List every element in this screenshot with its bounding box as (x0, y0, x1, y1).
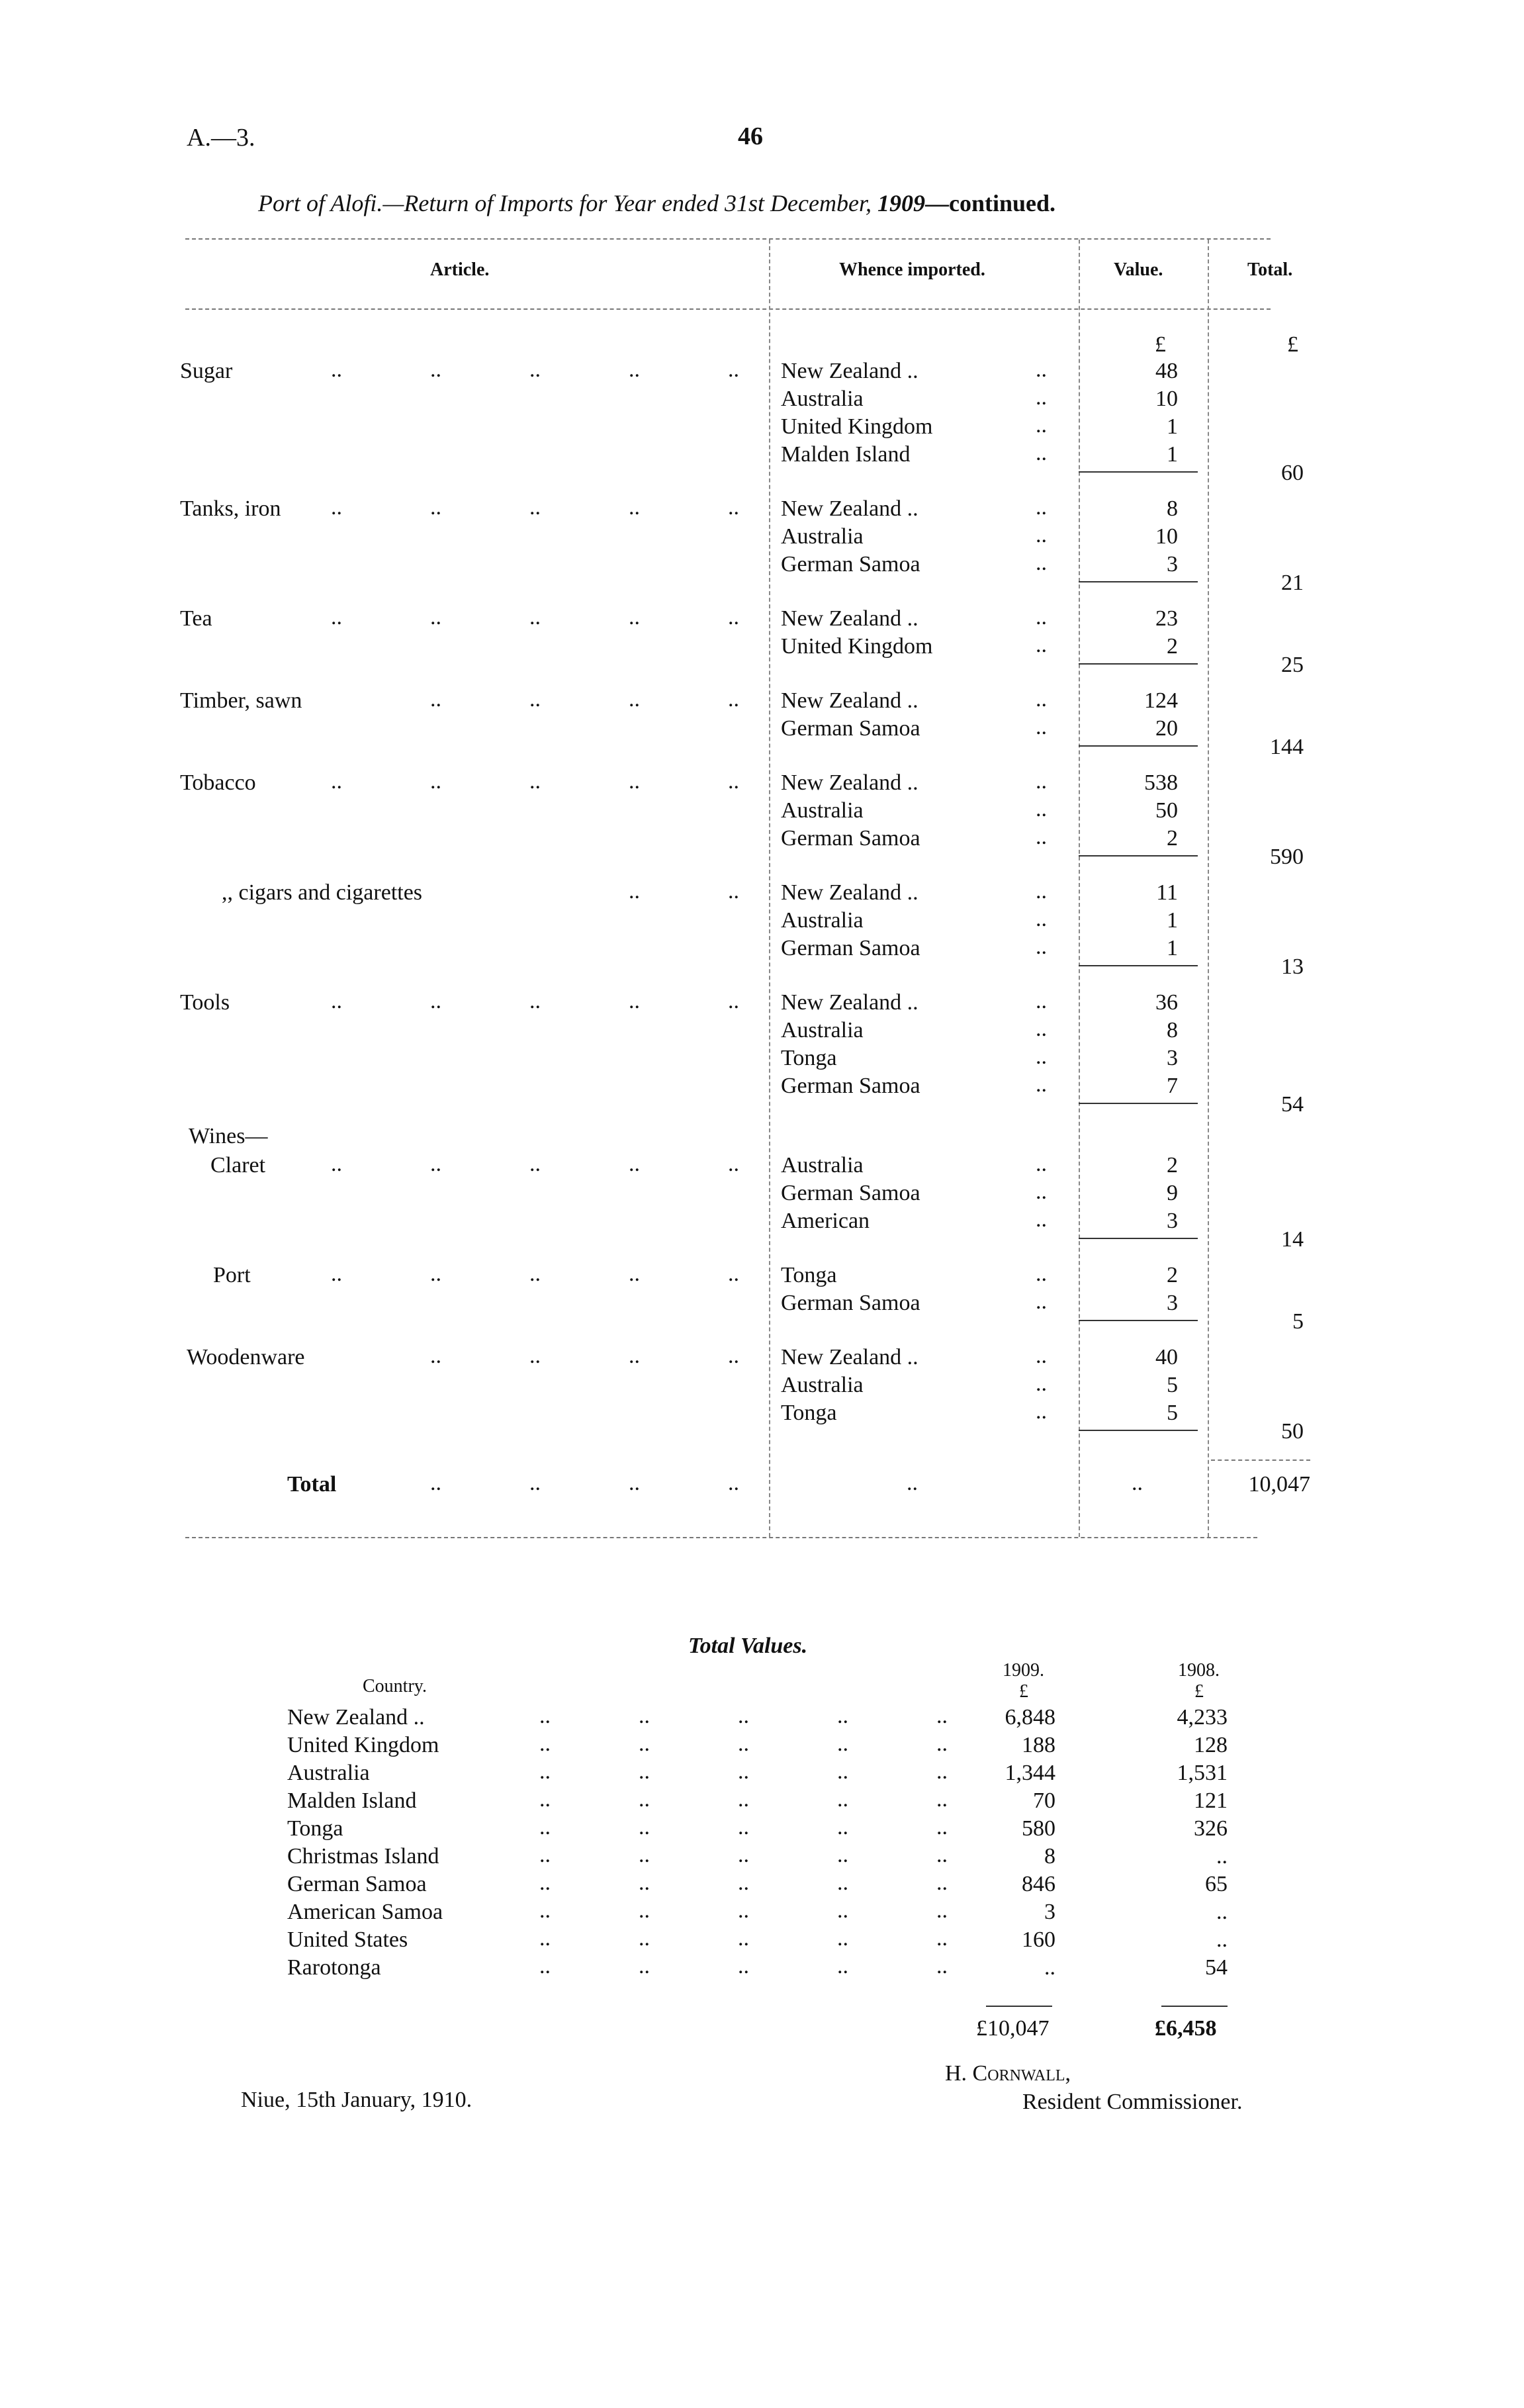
leader-dots: .. (1036, 385, 1047, 410)
value-1908: 4,233 (1177, 1705, 1228, 1730)
leader-dots: .. (837, 1704, 848, 1728)
value-1909: 188 (1022, 1733, 1055, 1757)
leader-dots: .. (728, 1262, 739, 1286)
leader-dots: .. (1036, 715, 1047, 739)
whence-imported: Australia (781, 1373, 864, 1397)
column-header-whence: Whence imported. (839, 259, 985, 280)
country-name: American Samoa (287, 1900, 443, 1924)
whence-imported: Tonga (781, 1263, 837, 1287)
leader-dots: .. (1036, 1399, 1047, 1424)
leader-dots: .. (728, 495, 739, 520)
leader-dots: .. (639, 1815, 650, 1839)
leader-dots: .. (738, 1843, 749, 1867)
value-cell: 1 (1167, 442, 1178, 467)
title-text: Port of Alofi.—Return of Imports for Year ended 31st December, (258, 190, 872, 216)
whence-imported: German Samoa (781, 1291, 920, 1315)
whence-imported: New Zealand .. (781, 359, 919, 383)
leader-dots: .. (629, 1262, 640, 1286)
leader-dots: .. (1036, 357, 1047, 382)
leader-dots: .. (1036, 907, 1047, 931)
value-cell: 9 (1167, 1181, 1178, 1205)
leader-dots: .. (936, 1871, 948, 1895)
leader-dots: .. (1036, 879, 1047, 903)
unit-1908: £ (1194, 1681, 1204, 1702)
subtotal-rule (1079, 1238, 1198, 1239)
grand-total-label: Total (287, 1472, 337, 1497)
country-name: German Samoa (287, 1872, 427, 1896)
leader-dots: .. (738, 1954, 749, 1978)
value-1908: 1,531 (1177, 1761, 1228, 1785)
whence-imported: United Kingdom (781, 414, 933, 439)
country-header: Country. (363, 1676, 427, 1696)
whence-imported: German Samoa (781, 826, 920, 851)
leader-dots: .. (529, 769, 541, 794)
leader-dots: .. (430, 1344, 441, 1368)
leader-dots: .. (1132, 1471, 1143, 1495)
value-1908: 128 (1194, 1733, 1228, 1757)
leader-dots: .. (837, 1843, 848, 1867)
article-name: Tobacco (180, 770, 256, 795)
leader-dots: .. (837, 1898, 848, 1923)
leader-dots: .. (529, 357, 541, 382)
leader-dots: .. (331, 357, 342, 382)
country-name: Malden Island (287, 1788, 417, 1813)
leader-dots: .. (529, 605, 541, 629)
leader-dots: .. (1036, 551, 1047, 575)
leader-dots: .. (1036, 523, 1047, 547)
leader-dots: .. (539, 1732, 551, 1756)
value-cell: 1 (1167, 908, 1178, 933)
leader-dots: .. (529, 1262, 541, 1286)
grand-total-value: 10,047 (1248, 1472, 1310, 1497)
leader-dots: .. (629, 687, 640, 712)
value-cell: 3 (1167, 1209, 1178, 1233)
article-name: ,, cigars and cigarettes (222, 880, 423, 905)
leader-dots: .. (837, 1871, 848, 1895)
article-name: Claret (210, 1153, 266, 1178)
leader-dots: .. (539, 1871, 551, 1895)
article-heading: Wines— (189, 1124, 268, 1148)
whence-imported: German Samoa (781, 716, 920, 741)
leader-dots: .. (629, 769, 640, 794)
whence-imported: Malden Island (781, 442, 911, 467)
leader-dots: .. (738, 1898, 749, 1923)
leader-dots: .. (728, 605, 739, 629)
group-total: 13 (1281, 954, 1304, 979)
leader-dots: .. (639, 1787, 650, 1812)
leader-dots: .. (738, 1704, 749, 1728)
leader-dots: .. (331, 495, 342, 520)
sum-rule-1909 (986, 2006, 1052, 2007)
leader-dots: .. (738, 1759, 749, 1784)
value-cell: 5 (1167, 1373, 1178, 1397)
leader-dots: .. (430, 989, 441, 1013)
country-name: Tonga (287, 1816, 343, 1841)
value-cell: 2 (1167, 634, 1178, 659)
subtotal-rule (1079, 581, 1198, 582)
leader-dots: .. (639, 1926, 650, 1951)
value-1908: 326 (1194, 1816, 1228, 1841)
leader-dots: .. (639, 1704, 650, 1728)
group-total: 60 (1281, 461, 1304, 485)
whence-imported: American (781, 1209, 870, 1233)
value-cell: 5 (1167, 1401, 1178, 1425)
value-1909: .. (1044, 1955, 1055, 1980)
leader-dots: .. (529, 989, 541, 1013)
value-1908: 121 (1194, 1788, 1228, 1813)
leader-dots: .. (728, 1344, 739, 1368)
value-1908: 65 (1205, 1872, 1228, 1896)
leader-dots: .. (430, 605, 441, 629)
whence-imported: New Zealand .. (781, 1345, 919, 1369)
leader-dots: .. (529, 687, 541, 712)
whence-imported: New Zealand .. (781, 880, 919, 905)
leader-dots: .. (936, 1954, 948, 1978)
country-name: Rarotonga (287, 1955, 381, 1980)
leader-dots: .. (728, 1471, 739, 1495)
leader-dots: .. (1036, 1180, 1047, 1204)
article-name: Timber, sawn (180, 688, 302, 713)
leader-dots: .. (728, 879, 739, 903)
whence-imported: New Zealand .. (781, 688, 919, 713)
leader-dots: .. (1036, 797, 1047, 821)
group-total: 144 (1270, 735, 1304, 759)
leader-dots: .. (639, 1898, 650, 1923)
leader-dots: .. (629, 1471, 640, 1495)
article-name: Woodenware (187, 1345, 305, 1369)
whence-imported: Australia (781, 908, 864, 933)
leader-dots: .. (539, 1926, 551, 1951)
year-1908-header: 1908. (1178, 1660, 1220, 1681)
leader-dots: .. (430, 687, 441, 712)
leader-dots: .. (837, 1759, 848, 1784)
value-cell: 124 (1144, 688, 1178, 713)
leader-dots: .. (936, 1732, 948, 1756)
whence-imported: New Zealand .. (781, 990, 919, 1015)
leader-dots: .. (331, 1152, 342, 1176)
sum-rule-1908 (1161, 2006, 1228, 2007)
leader-dots: .. (1036, 633, 1047, 657)
value-cell: 1 (1167, 936, 1178, 960)
value-cell: 8 (1167, 1018, 1178, 1042)
value-cell: 8 (1167, 496, 1178, 521)
country-name: Australia (287, 1761, 370, 1785)
whence-imported: German Samoa (781, 1074, 920, 1098)
leader-dots: .. (936, 1787, 948, 1812)
leader-dots: .. (907, 1471, 918, 1495)
leader-dots: .. (539, 1759, 551, 1784)
header-bottom-rule (185, 308, 1271, 310)
leader-dots: .. (1036, 441, 1047, 465)
value-cell: 48 (1155, 359, 1178, 383)
country-name: New Zealand .. (287, 1705, 425, 1730)
leader-dots: .. (738, 1732, 749, 1756)
article-name: Port (213, 1263, 251, 1287)
leader-dots: .. (629, 1152, 640, 1176)
value-1909: 846 (1022, 1872, 1055, 1896)
leader-dots: .. (936, 1898, 948, 1923)
value-unit: £ (1155, 332, 1166, 357)
whence-imported: Australia (781, 1153, 864, 1178)
value-cell: 3 (1167, 552, 1178, 577)
total-unit: £ (1287, 332, 1298, 357)
value-1908: .. (1216, 1927, 1228, 1952)
value-1909: 3 (1044, 1900, 1055, 1924)
leader-dots: .. (639, 1954, 650, 1978)
leader-dots: .. (936, 1843, 948, 1867)
header-top-rule (185, 238, 1271, 240)
leader-dots: .. (837, 1732, 848, 1756)
article-name: Tanks, iron (180, 496, 281, 521)
subtotal-rule (1079, 745, 1198, 747)
value-cell: 2 (1167, 1263, 1178, 1287)
leader-dots: .. (837, 1926, 848, 1951)
value-cell: 7 (1167, 1074, 1178, 1098)
value-cell: 1 (1167, 414, 1178, 439)
signatory-role: Resident Commissioner. (1022, 2090, 1243, 2114)
leader-dots: .. (629, 1344, 640, 1368)
leader-dots: .. (539, 1787, 551, 1812)
title-continued: —continued. (924, 190, 1056, 216)
place-date: Niue, 15th January, 1910. (241, 2088, 472, 2112)
leader-dots: .. (728, 1152, 739, 1176)
value-cell: 2 (1167, 826, 1178, 851)
leader-dots: .. (738, 1871, 749, 1895)
whence-imported: Tonga (781, 1046, 837, 1070)
total-values-title: Total Values. (688, 1634, 808, 1658)
leader-dots: .. (1036, 605, 1047, 629)
leader-dots: .. (936, 1759, 948, 1784)
leader-dots: .. (1036, 1017, 1047, 1041)
leader-dots: .. (639, 1843, 650, 1867)
value-cell: 20 (1155, 716, 1178, 741)
value-cell: 50 (1155, 798, 1178, 823)
leader-dots: .. (539, 1843, 551, 1867)
leader-dots: .. (837, 1954, 848, 1978)
leader-dots: .. (430, 1152, 441, 1176)
leader-dots: .. (639, 1732, 650, 1756)
leader-dots: .. (728, 687, 739, 712)
value-1909: 8 (1044, 1844, 1055, 1869)
subtotal-rule (1079, 1320, 1198, 1321)
column-header-value: Value. (1114, 259, 1163, 280)
column-header-article: Article. (430, 259, 490, 280)
leader-dots: .. (1036, 1344, 1047, 1368)
leader-dots: .. (1036, 1044, 1047, 1069)
leader-dots: .. (738, 1787, 749, 1812)
leader-dots: .. (728, 769, 739, 794)
leader-dots: .. (837, 1815, 848, 1839)
leader-dots: .. (629, 989, 640, 1013)
column-divider (1208, 240, 1209, 1537)
leader-dots: .. (539, 1898, 551, 1923)
country-name: Christmas Island (287, 1844, 439, 1869)
whence-imported: Australia (781, 387, 864, 411)
leader-dots: .. (1036, 413, 1047, 438)
leader-dots: .. (629, 495, 640, 520)
whence-imported: New Zealand .. (781, 496, 919, 521)
value-1908: 54 (1205, 1955, 1228, 1980)
leader-dots: .. (1036, 935, 1047, 959)
subtotal-rule (1079, 1430, 1198, 1431)
leader-dots: .. (430, 1262, 441, 1286)
value-1908: .. (1216, 1844, 1228, 1869)
leader-dots: .. (936, 1815, 948, 1839)
subtotal-rule (1079, 1103, 1198, 1104)
subtotal-rule (1079, 855, 1198, 857)
grand-total-rule (1211, 1459, 1310, 1461)
leader-dots: .. (1036, 825, 1047, 849)
value-cell: 2 (1167, 1153, 1178, 1178)
value-cell: 10 (1155, 524, 1178, 549)
leader-dots: .. (1036, 769, 1047, 794)
whence-imported: United Kingdom (781, 634, 933, 659)
leader-dots: .. (629, 605, 640, 629)
subtotal-rule (1079, 471, 1198, 473)
leader-dots: .. (430, 357, 441, 382)
whence-imported: German Samoa (781, 552, 920, 577)
value-cell: 3 (1167, 1046, 1178, 1070)
leader-dots: .. (529, 495, 541, 520)
leader-dots: .. (728, 989, 739, 1013)
value-cell: 11 (1156, 880, 1178, 905)
country-name: United States (287, 1927, 408, 1952)
group-total: 54 (1281, 1092, 1304, 1117)
leader-dots: .. (430, 769, 441, 794)
title-year: 1909 (877, 190, 925, 216)
leader-dots: .. (529, 1471, 541, 1495)
leader-dots: .. (331, 989, 342, 1013)
article-name: Tools (180, 990, 230, 1015)
leader-dots: .. (1036, 1207, 1047, 1232)
whence-imported: New Zealand .. (781, 770, 919, 795)
group-total: 5 (1292, 1309, 1304, 1334)
whence-imported: Tonga (781, 1401, 837, 1425)
group-total: 590 (1270, 845, 1304, 869)
leader-dots: .. (936, 1926, 948, 1951)
value-1909: 160 (1022, 1927, 1055, 1952)
whence-imported: Australia (781, 798, 864, 823)
column-header-total: Total. (1247, 259, 1293, 280)
leader-dots: .. (738, 1926, 749, 1951)
leader-dots: .. (331, 769, 342, 794)
value-cell: 40 (1155, 1345, 1178, 1369)
document-reference: A.—3. (187, 124, 255, 152)
leader-dots: .. (728, 357, 739, 382)
leader-dots: .. (639, 1871, 650, 1895)
leader-dots: .. (639, 1759, 650, 1784)
value-cell: 3 (1167, 1291, 1178, 1315)
leader-dots: .. (529, 1344, 541, 1368)
column-divider (1079, 240, 1080, 1537)
group-total: 50 (1281, 1419, 1304, 1444)
value-cell: 23 (1155, 606, 1178, 631)
value-cell: 36 (1155, 990, 1178, 1015)
whence-imported: German Samoa (781, 936, 920, 960)
leader-dots: .. (539, 1815, 551, 1839)
leader-dots: .. (539, 1954, 551, 1978)
value-1909: 1,344 (1005, 1761, 1055, 1785)
leader-dots: .. (430, 1471, 441, 1495)
leader-dots: .. (629, 879, 640, 903)
value-cell: 538 (1144, 770, 1178, 795)
unit-1909: £ (1019, 1681, 1028, 1702)
leader-dots: .. (539, 1704, 551, 1728)
subtotal-rule (1079, 663, 1198, 665)
whence-imported: Australia (781, 1018, 864, 1042)
whence-imported: German Samoa (781, 1181, 920, 1205)
sum-1908: £6,458 (1155, 2016, 1217, 2041)
column-divider (769, 240, 770, 1537)
leader-dots: .. (1036, 1072, 1047, 1097)
group-total: 14 (1281, 1227, 1304, 1252)
value-1909: 580 (1022, 1816, 1055, 1841)
leader-dots: .. (529, 1152, 541, 1176)
group-total: 25 (1281, 653, 1304, 677)
leader-dots: .. (1036, 1262, 1047, 1286)
subtotal-rule (1079, 965, 1198, 966)
year-1909-header: 1909. (1003, 1660, 1044, 1681)
article-name: Sugar (180, 359, 233, 383)
value-cell: 10 (1155, 387, 1178, 411)
value-1909: 6,848 (1005, 1705, 1055, 1730)
article-name: Tea (180, 606, 212, 631)
leader-dots: .. (1036, 1152, 1047, 1176)
table-bottom-rule (185, 1537, 1257, 1538)
leader-dots: .. (1036, 1289, 1047, 1314)
leader-dots: .. (837, 1787, 848, 1812)
page-number: 46 (738, 122, 763, 150)
whence-imported: Australia (781, 524, 864, 549)
table-title (258, 189, 1055, 217)
leader-dots: .. (936, 1704, 948, 1728)
leader-dots: .. (1036, 989, 1047, 1013)
country-name: United Kingdom (287, 1733, 439, 1757)
whence-imported: New Zealand .. (781, 606, 919, 631)
leader-dots: .. (738, 1815, 749, 1839)
leader-dots: .. (629, 357, 640, 382)
group-total: 21 (1281, 571, 1304, 595)
leader-dots: .. (331, 605, 342, 629)
leader-dots: .. (1036, 1371, 1047, 1396)
value-1909: 70 (1033, 1788, 1055, 1813)
leader-dots: .. (1036, 495, 1047, 520)
sum-1909: £10,047 (976, 2016, 1050, 2041)
value-1908: .. (1216, 1900, 1228, 1924)
leader-dots: .. (430, 495, 441, 520)
signatory-name: H. Cornwall, (945, 2061, 1071, 2086)
leader-dots: .. (331, 1262, 342, 1286)
leader-dots: .. (1036, 687, 1047, 712)
